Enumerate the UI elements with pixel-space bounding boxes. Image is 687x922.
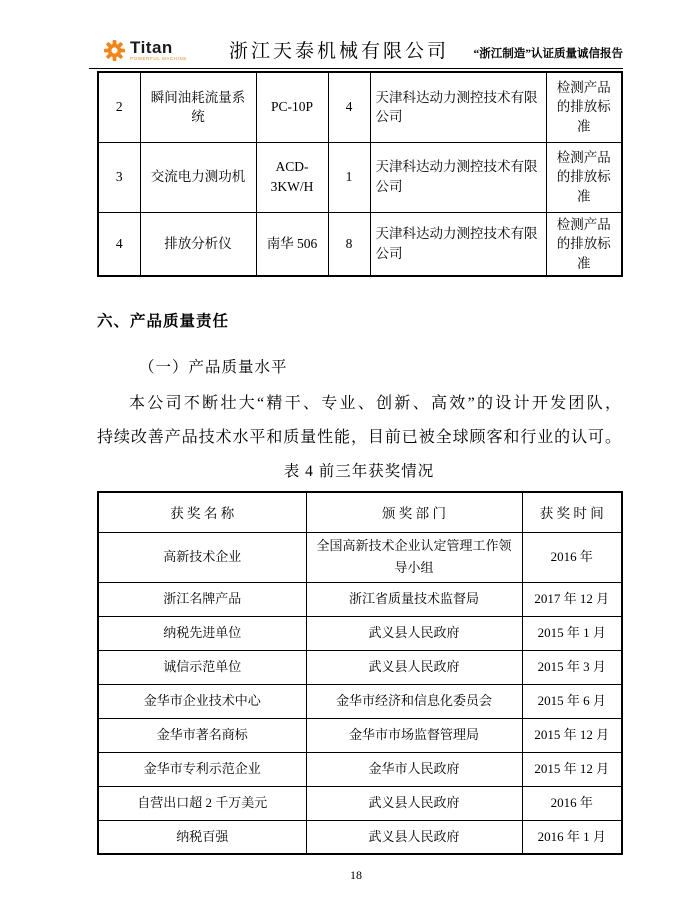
equipment-purpose: 检测产品的排放标准 [546,72,622,142]
equipment-table-body [98,72,622,276]
award-date: 2016 年 [522,532,622,582]
award-issuer: 武义县人民政府 [306,820,522,854]
awards-table-row [98,650,622,684]
body-paragraph [97,387,621,455]
award-issuer: 武义县人民政府 [306,786,522,820]
awards-table [97,491,623,855]
award-date: 2017 年 12 月 [522,582,622,616]
equipment-no: 2 [98,72,140,142]
award-date: 2016 年 1 月 [522,820,622,854]
equipment-model: PC-10P [256,72,328,142]
equipment-purpose: 检测产品的排放标准 [546,142,622,212]
equipment-maker: 天津科达动力测控技术有限公司 [370,72,546,142]
awards-table-caption: 表 4 前三年获奖情况 [283,463,435,481]
equipment-maker: 天津科达动力测控技术有限公司 [370,212,546,276]
paragraph-line: 本公司不断壮大“精干、专业、创新、高效”的设计开发团队， [129,395,621,413]
section-subheading: （一）产品质量水平 [139,359,288,377]
award-name: 浙江名牌产品 [98,582,306,616]
report-title: “浙江制造”认证质量诚信报告 [473,48,623,60]
awards-table-row [98,532,622,582]
equipment-table-row [98,142,622,212]
awards-table-body [98,532,622,854]
awards-table-row [98,718,622,752]
brand-name: Titan [130,38,173,58]
award-issuer: 金华市人民政府 [306,752,522,786]
equipment-name: 瞬间油耗流量系统 [140,72,256,142]
equipment-no: 4 [98,212,140,276]
section-heading: 六、产品质量责任 [97,313,230,331]
awards-header-row [98,492,622,532]
awards-col-issuer: 颁 奖 部 门 [306,492,522,532]
awards-col-date: 获 奖 时 间 [522,492,622,532]
award-date: 2015 年 1 月 [522,616,622,650]
award-issuer: 武义县人民政府 [306,616,522,650]
company-logo [103,39,187,62]
equipment-no: 3 [98,142,140,212]
page-number: 18 [350,868,362,883]
equipment-qty: 4 [328,72,370,142]
award-issuer: 浙江省质量技术监督局 [306,582,522,616]
company-name: 浙江天泰机械有限公司 [228,41,449,62]
award-issuer: 金华市经济和信息化委员会 [306,684,522,718]
award-name: 纳税先进单位 [98,616,306,650]
award-date: 2015 年 12 月 [522,718,622,752]
awards-table-row [98,786,622,820]
equipment-name: 交流电力测功机 [140,142,256,212]
equipment-purpose: 检测产品的排放标准 [546,212,622,276]
brand-tagline: POWERFUL MACHINE [130,56,187,62]
award-name: 金华市专利示范企业 [98,752,306,786]
award-name: 诚信示范单位 [98,650,306,684]
equipment-qty: 8 [328,212,370,276]
equipment-table [97,71,623,277]
award-date: 2015 年 3 月 [522,650,622,684]
gear-logo-icon [103,39,126,62]
paragraph-line: 持续改善产品技术水平和质量性能，目前已被全球顾客和行业的认可。 [97,429,621,447]
equipment-model: ACD-3KW/H [256,142,328,212]
award-date: 2015 年 12 月 [522,752,622,786]
awards-table-row [98,820,622,854]
equipment-maker: 天津科达动力测控技术有限公司 [370,142,546,212]
award-name: 金华市企业技术中心 [98,684,306,718]
awards-table-row [98,752,622,786]
page-header [89,36,623,69]
equipment-name: 排放分析仪 [140,212,256,276]
award-date: 2015 年 6 月 [522,684,622,718]
award-name: 高新技术企业 [98,532,306,582]
award-date: 2016 年 [522,786,622,820]
award-issuer: 全国高新技术企业认定管理工作领导小组 [306,532,522,582]
equipment-table-row [98,212,622,276]
award-name: 纳税百强 [98,820,306,854]
awards-table-row [98,582,622,616]
awards-table-row [98,616,622,650]
award-issuer: 武义县人民政府 [306,650,522,684]
award-name: 金华市著名商标 [98,718,306,752]
award-name: 自营出口超 2 千万美元 [98,786,306,820]
award-issuer: 金华市市场监督管理局 [306,718,522,752]
awards-col-name: 获 奖 名 称 [98,492,306,532]
equipment-qty: 1 [328,142,370,212]
equipment-model: 南华 506 [256,212,328,276]
equipment-table-row [98,72,622,142]
awards-table-row [98,684,622,718]
